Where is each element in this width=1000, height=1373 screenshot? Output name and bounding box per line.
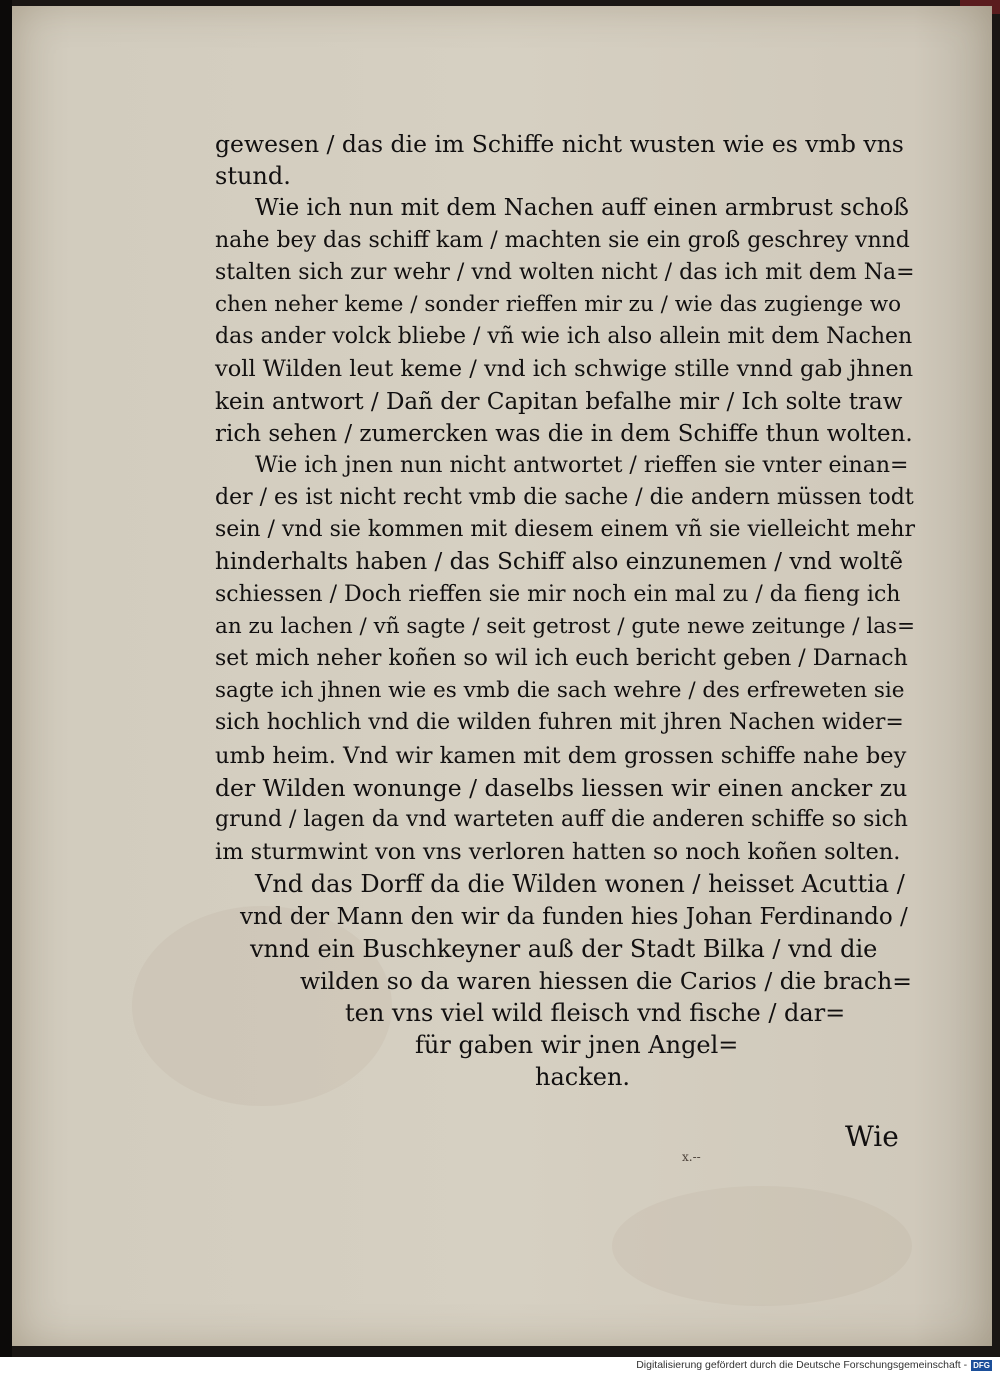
text-line: ten vns viel wild fleisch vnd fische / dar= xyxy=(345,999,846,1028)
text-line: das ander volck bliebe / vñ wie ich also allein mit dem Nachen xyxy=(215,324,913,350)
page-text xyxy=(215,128,915,1094)
catchword: Wie xyxy=(845,1120,899,1153)
text-line: set mich neher koñen so wil ich euch bericht geben / Darnach xyxy=(215,646,908,671)
text-line: umb heim. Vnd wir kamen mit dem grossen schiffe nahe bey xyxy=(215,742,907,769)
text-line: gewesen / das die im Schiffe nicht wusten wie es vmb vns xyxy=(215,130,904,158)
dfg-logo-icon: DFG xyxy=(973,1360,990,1370)
text-line: Wie ich nun mit dem Nachen auff einen armbrust schoß xyxy=(255,195,909,222)
text-line: vnnd ein Buschkeyner auß der Stadt Bilka / vnd die xyxy=(250,934,878,963)
text-line: sagte ich jhnen wie es vmb die sach wehre / des erfreweten sie xyxy=(215,678,905,704)
text-line: kein antwort / Dañ der Capitan befalhe mir / Ich solte traw xyxy=(215,388,903,415)
text-line: für gaben wir jnen Angel= xyxy=(415,1031,739,1060)
text-line: hinderhalts haben / das Schiff also einzunemen / vnd woltẽ xyxy=(215,549,903,576)
text-line: Wie ich jnen nun nicht antwortet / rieffen sie vnter einan= xyxy=(255,452,909,478)
text-line: schiessen / Doch rieffen sie mir noch ein mal zu / da fieng ich xyxy=(215,581,901,607)
text-line: voll Wilden leut keme / vnd ich schwige stille vnnd gab jhnen xyxy=(215,356,914,383)
text-line: hacken. xyxy=(535,1063,631,1092)
text-line: der Wilden wonunge / daselbs liessen wir einen ancker zu xyxy=(215,773,908,802)
printer-mark: x.-- xyxy=(682,1150,701,1164)
text-line: stund. xyxy=(215,162,291,191)
text-line: nahe bey das schiff kam / machten sie ein groß geschrey vnnd xyxy=(215,227,910,253)
text-line: im sturmwint von vns verloren hatten so noch koñen solten. xyxy=(215,839,901,866)
text-line: rich sehen / zumercken was die in dem Schiffe thun wolten. xyxy=(215,420,913,447)
text-line: wilden so da waren hiessen die Carios / die brach= xyxy=(300,966,912,995)
text-line: chen neher keme / sonder rieffen mir zu / wie das zugienge wo xyxy=(215,291,902,317)
text-line: vnd der Mann den wir da funden hies Johan Ferdinando / xyxy=(240,903,908,930)
digitization-footer xyxy=(0,1357,1000,1373)
text-line: sich hochlich vnd die wilden fuhren mit jhren Nachen wider= xyxy=(215,710,904,736)
text-line: stalten sich zur wehr / vnd wolten nicht / das ich mit dem Na= xyxy=(215,259,915,285)
paper-stain xyxy=(612,1186,912,1306)
footer-credit: Digitalisierung gefördert durch die Deutsche Forschungsgemeinschaft - xyxy=(636,1359,968,1371)
book-edge-left xyxy=(0,0,12,1357)
text-line: an zu lachen / vñ sagte / seit getrost / gute newe zeitunge / las= xyxy=(215,613,916,639)
text-line: der / es ist nicht recht vmb die sache / die andern müssen todt xyxy=(215,485,914,511)
text-line: Vnd das Dorff da die Wilden wonen / heisset Acuttia / xyxy=(255,870,905,899)
text-line: sein / vnd sie kommen mit diesem einem vñ sie vielleicht mehr xyxy=(215,517,915,543)
text-line: grund / lagen da vnd warteten auff die anderen schiffe so sich xyxy=(215,806,908,832)
